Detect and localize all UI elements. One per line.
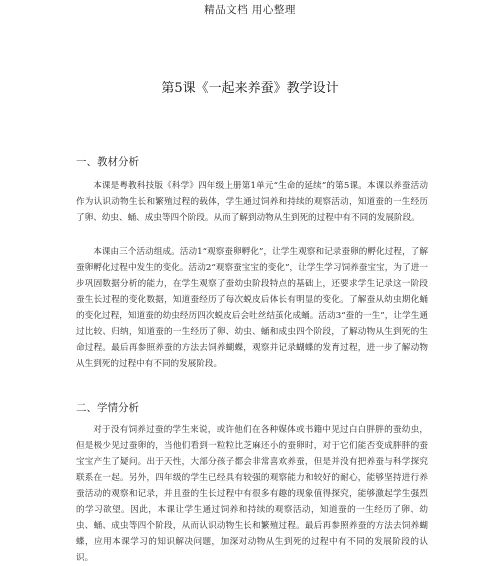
document-title: 第5课《一起来养蚕》教学设计 — [161, 81, 339, 96]
paragraph: 本课由三个活动组成。活动1“观察蚕卵孵化”，让学生观察和记录蚕卵的孵化过程，了解蚕卵孵化过程中发生的变化。活动2“观察蚕宝宝的变化”，让学生学习饲养蚕宝宝，为了进一步巩固数据分析的能力，在学生观察了蚕幼虫阶段特点的基础上，还要求学生记录这一阶段蚕生长过程的变化数据，知道蚕经历了每次蜕皮后体长有明显的变化。了解蚕从幼虫期化蛹的变化过程，知道蚕的幼虫经历四次蜕皮后会吐丝结茧化成蛹。活动3“蚕的一生”，让学生通过比较、归纳，知道蚕的一生经历了卵、幼虫、蛹和成虫四个阶段，了解动物从生到死的生命过程。最后再参照养蚕的方法去饲养蝴蝶，观察并记录蝴蝶的发育过程，进一步了解动物从生到死的过程中有不同的发展阶段。 — [76, 247, 428, 369]
section-heading-textbook-analysis: 一、教材分析 — [76, 156, 139, 168]
section-heading-student-analysis: 二、学情分析 — [76, 402, 139, 414]
page-header: 精品文档 用心整理 — [204, 4, 296, 16]
paragraph: 本课是粤教科技版《科学》四年级上册第1单元“生命的延续”的第5课。本课以养蚕活动作为认识动物生长和繁殖过程的载体，学生通过饲养和持续的观察活动，知道蚕的一生经历了卵、幼虫、蛹、成虫等四个阶段。从而了解到动物从生到死的过程中有不同的发展阶段。 — [76, 181, 428, 223]
paragraph: 对于没有饲养过蚕的学生来说，或许他们在各种媒体或书籍中见过白白胖胖的蚕幼虫，但是极少见过蚕卵的，当他们看到一粒粒比芝麻还小的蚕卵时，对于它们能否变成胖胖的蚕宝宝产生了疑问。出于天性，大部分孩子都会非常喜欢养蚕，但是并没有把养蚕与科学探究联系在一起。另外，四年级的学生已经具有较强的观察能力和较好的耐心，能够坚持进行养蚕活动的观察和记录，并且蚕的生长过程中有很多有趣的现象值得探究，能够激起学生强烈的学习欲望。因此，本课让学生通过饲养和持续的观察活动，知道蚕的一生经历了卵、幼虫、蛹、成虫等四个阶段，从而认识动物生长和繁殖过程。最后再参照养蚕的方法去饲养蝴蝶，应用本课学习的知识解决问题，加深对动物从生到死的过程中有不同的发展阶段的认识。 — [76, 425, 428, 563]
